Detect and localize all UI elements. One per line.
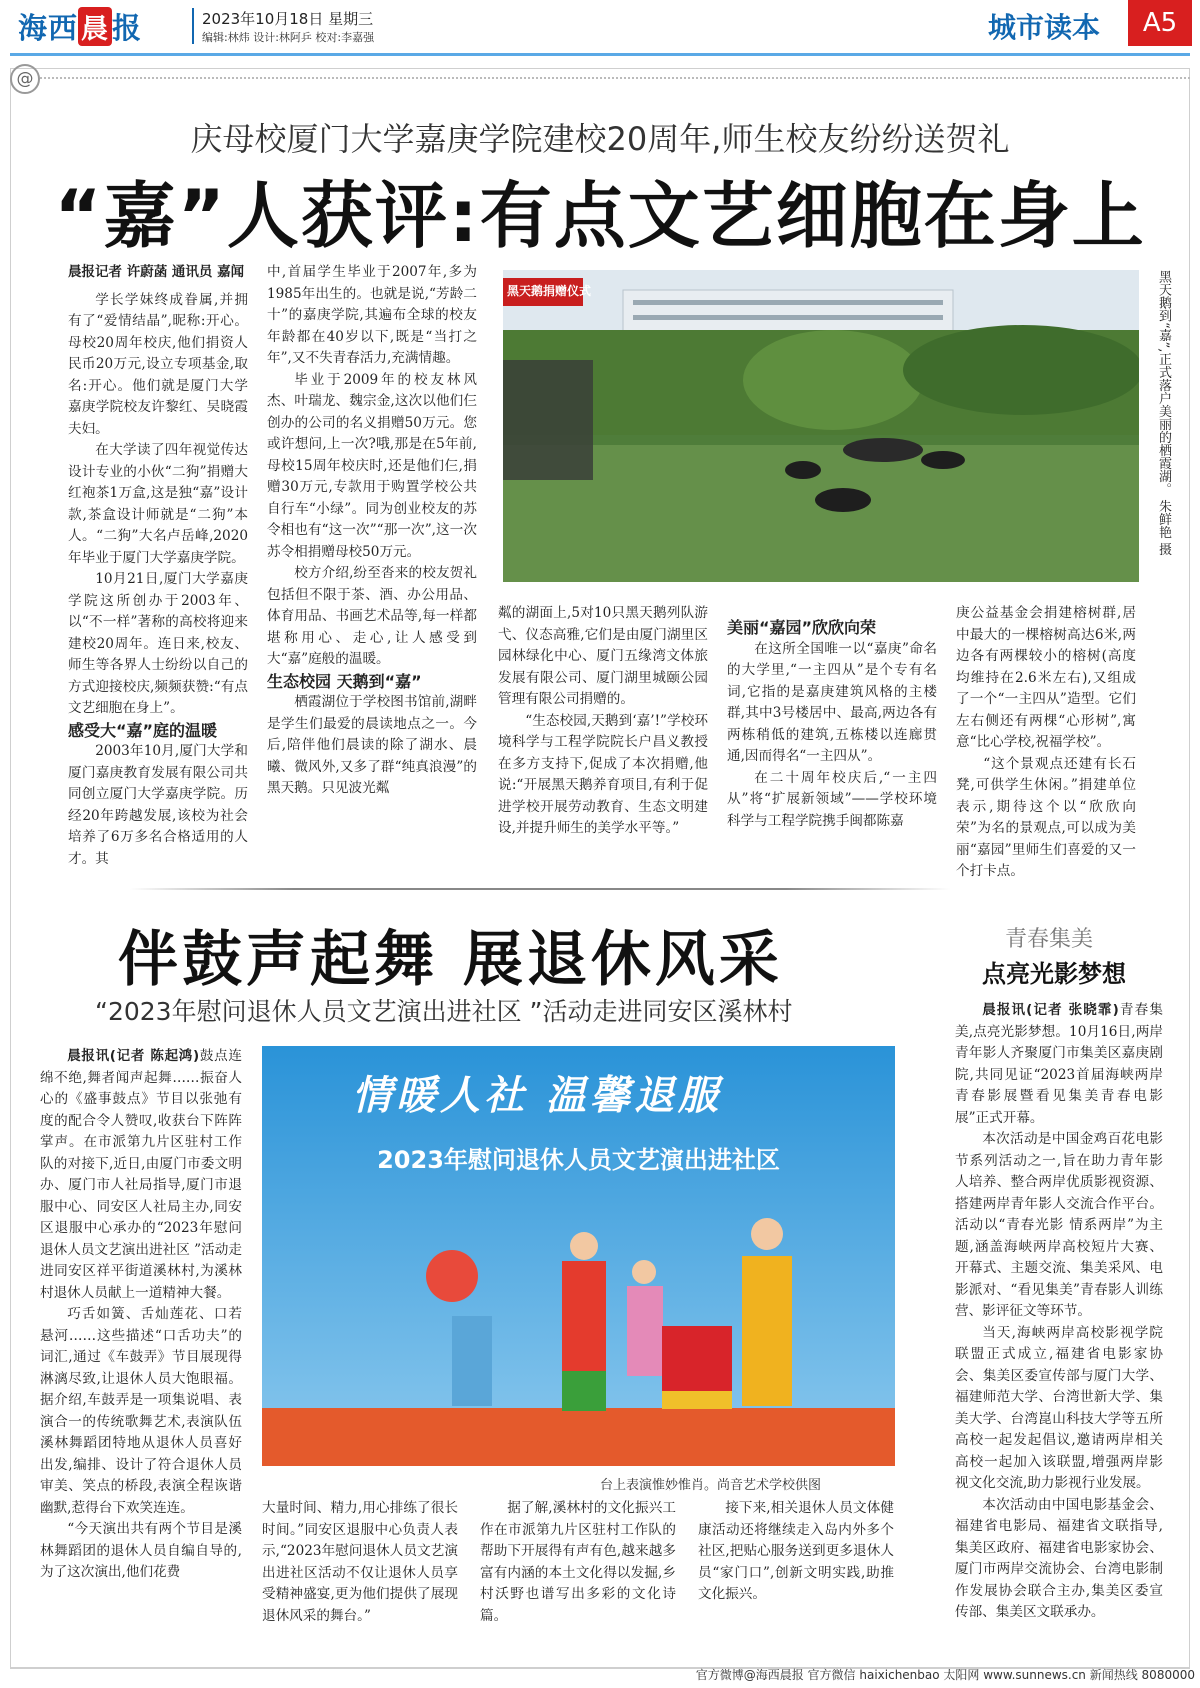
story1-section-heading: 生态校园 天鹅到“嘉” <box>267 671 422 691</box>
paragraph: 粼的湖面上,5对10只黑天鹅列队游弋、仪态高雅,它们是由厦门湖里区园林绿化中心、厦门五缘湾文体旅发展有限公司、厦门湖里城颐公园管理有限公司捐赠的。 <box>498 605 708 707</box>
logo-text-right: 报 <box>112 11 143 45</box>
paragraph: 据了解,溪林村的文化振兴工作在市派第九片区驻村工作队的帮助下开展得有声有色,越来越多富有内涵的本土文化得以发掘,乡村沃野也谱写出多彩的文化诗篇。 <box>480 1500 676 1624</box>
story2-column-1 <box>40 1046 242 1584</box>
paragraph: “这个景观点还建有长石凳,可供学生休闲。”捐建单位表示,期待这个以“欣欣向荣”为名的景观点,可以成为美丽“嘉园”里师生们喜爱的又一个打卡点。 <box>956 755 1136 879</box>
paragraph: “生态校园,天鹅到‘嘉’!”学校环境科学与工程学院院长户昌义教授在多方支持下,促成了本次捐赠,他说:“开展黑天鹅养育项目,有利于促进学校开展劳动教育、生态文明建设,并提升师生的美学水平等。” <box>498 712 708 836</box>
story1-column-1 <box>68 262 248 870</box>
newspaper-logo[interactable] <box>18 6 142 47</box>
story1-column-5 <box>956 603 1136 883</box>
story3-byline: 晨报讯(记者 张晓霏) <box>982 1002 1119 1018</box>
paragraph: 10月21日,厦门大学嘉庚学院这所创办于2003年、以“不一样”著称的高校将迎来建校20周年。连日来,校友、师生等各界人士纷纷以自己的方式迎接校庆,频频获赞:“有点文艺细胞在身上”。 <box>68 571 248 716</box>
paragraph: 本次活动是中国金鸡百花电影节系列活动之一,旨在助力青年影人培养、整合两岸优质影视资源、搭建两岸青年影人交流合作平台。活动以“青春光影 情系两岸”为主题,涵盖海峡两岸高校短片大赛、开幕式、主题交流、集美采风、电影派对、“看见集美”青春影人训练营、影评征文等环节。 <box>955 1131 1163 1319</box>
story1-column-3 <box>498 603 708 840</box>
story-divider <box>130 888 950 890</box>
story2-subhead: “2023年慰问退休人员文艺演出进社区 ”活动走进同安区溪林村 <box>95 997 793 1026</box>
paragraph: 2003年10月,厦门大学和厦门嘉庚教育发展有限公司共同创立厦门大学嘉庚学院。历经20年跨越发展,该校为社会培养了6万多名合格适用的人才。其 <box>68 743 248 867</box>
paragraph: 巧舌如簧、舌灿莲花、口若悬河……这些描述“口舌功夫”的词汇,通过《车鼓弄》节目展现得淋漓尽致,让退休人员大饱眼福。据介绍,车鼓弄是一项集说唱、表演合一的传统歌舞艺术,表演队伍溪林舞蹈团特地从退休人员喜好出发,编排、设计了符合退休人员审美、笑点的桥段,表演全程诙谐幽默,惹得台下欢笑连连。 <box>40 1306 242 1516</box>
black-swan-photo-illustration <box>503 270 1139 582</box>
paragraph: 校方介绍,纷至沓来的校友贺礼包括但不限于茶、酒、办公用品、体育用品、书画艺术品等,每一样都堪称用心、走心,让人感受到大“嘉”庭般的温暖。 <box>267 565 477 667</box>
paragraph: 接下来,相关退休人员文体健康活动还将继续走入岛内外多个社区,把贴心服务送到更多退休人员“家门口”,创新文明实践,助推文化振兴。 <box>698 1500 894 1602</box>
story2-column-2 <box>262 1498 458 1627</box>
stage-performance-photo[interactable] <box>262 1046 895 1466</box>
paragraph: “今天演出共有两个节目是溪林舞蹈团的退休人员自编自导的,为了这次演出,他们花费 <box>40 1521 242 1580</box>
photo-banner-text: 黑天鹅捐赠仪式 <box>507 284 592 298</box>
story2-column-3 <box>480 1498 676 1627</box>
paragraph: 在大学读了四年视觉传达设计专业的小伙“二狗”捐赠大红袍茶1万盒,这是独“嘉”设计款,茶盒设计师就是“二狗”本人。“二狗”大名卢岳峰,2020年毕业于厦门大学嘉庚学院。 <box>68 442 248 566</box>
photo-banner-title: 2023年慰问退休人员文艺演出进社区 <box>377 1146 780 1174</box>
photo-slogan: 情暖人社 温馨退服 <box>352 1072 722 1119</box>
story2-column-4 <box>698 1498 894 1606</box>
section-name: 城市读本 <box>988 11 1101 44</box>
black-swan-photo-caption: 黑天鹅到“嘉”,正式落户美丽的栖霞湖。 朱鲜艳 摄 <box>1156 270 1171 556</box>
logo-text-left: 海西 <box>18 11 79 45</box>
paragraph: 当天,海峡两岸高校影视学院联盟正式成立,福建省电影家协会、集美区委宣传部与厦门大学、福建师范大学、台湾世新大学、集美大学、台湾崑山科技大学等五所高校一起发起倡议,邀请两岸相关高校一起加入该联盟,增强两岸影视文化交流,助力影视行业发展。 <box>955 1324 1163 1491</box>
issue-date: 2023年10月18日 星期三 <box>202 10 374 28</box>
story1-headline[interactable]: “嘉”人获评:有点文艺细胞在身上 <box>54 174 1146 258</box>
story3-headline[interactable]: 点亮光影梦想 <box>982 960 1126 988</box>
story3-column <box>955 1000 1163 1624</box>
paragraph: 中,首届学生毕业于2007年,多为1985年出生的。也就是说,“芳龄二十”的嘉庚学院,其遍布全球的校友年龄都在40岁以下,既是“当打之年”,又不失青春活力,充满情趣。 <box>267 264 477 366</box>
story2-byline: 晨报讯(记者 陈起鸿) <box>67 1048 200 1064</box>
story1-column-4 <box>727 603 937 832</box>
story3-kicker: 青春集美 <box>1005 927 1094 952</box>
story1-section-heading: 美丽“嘉园”欣欣向荣 <box>727 618 877 637</box>
paragraph-text: 青春集美,点亮光影梦想。10月16日,两岸青年影人齐聚厦门市集美区嘉庚剧院,共同见证“2023首届海峡两岸青春影展暨看见集美青春电影展”正式开幕。 <box>955 1002 1164 1126</box>
masthead-rule <box>10 53 1190 56</box>
black-swan-photo[interactable] <box>503 270 1139 582</box>
page-number: A5 <box>1128 0 1192 46</box>
paragraph: 栖霞湖位于学校图书馆前,湖畔是学生们最爱的晨读地点之一。今后,陪伴他们晨读的除了湖水、晨曦、微风外,又多了群“纯真浪漫”的黑天鹅。只见波光粼 <box>267 694 477 796</box>
dotted-rule <box>40 77 1190 79</box>
paragraph: 本次活动由中国电影基金会、福建省电影局、福建省文联指导,集美区政府、福建省电影家协会、厦门市两岸交流协会、台湾电影制作发展协会联合主办,集美区委宣传部、集美区文联承办。 <box>955 1496 1163 1620</box>
paragraph <box>955 1000 1163 1129</box>
story2-headline[interactable]: 伴鼓声起舞 展退休风采 <box>118 925 783 995</box>
paragraph: 庚公益基金会捐建榕树群,居中最大的一棵榕树高达6米,两边各有两棵较小的榕树(高度均维持在2.6米左右),又组成了一个“一主四从”造型。它们左右侧还有两棵“心形树”,寓意“比心学校,祝福学校”。 <box>956 605 1136 750</box>
story1-byline: 晨报记者 许蔚菡 通讯员 嘉闻 <box>68 264 245 280</box>
logo-text-mid: 晨 <box>78 7 112 46</box>
story1-column-2 <box>267 262 477 800</box>
paragraph <box>40 1046 242 1304</box>
footer-contact: 官方微博@海西晨报 官方微信 haixichenbao 太阳网 www.sunnews.cn 新闻热线 8080000 <box>695 1668 1195 1682</box>
paragraph: 在这所全国唯一以“嘉庚”命名的大学里,“一主四从”是个专有名词,它指的是嘉庚建筑风格的主楼群,其中3号楼居中、最高,两边各有两栋稍低的建筑,五栋楼以连廊贯通,因而得名“一主四从”。 <box>727 640 937 764</box>
paragraph-text: 鼓点连绵不绝,舞者闻声起舞……振奋人心的《盛事鼓点》节目以张弛有度的配合令人赞叹,收获台下阵阵掌声。在市派第九片区驻村工作队的对接下,近日,由厦门市委文明办、厦门市人社局指导,厦门市退服中心、同安区人社局主办,同安区退服中心承办的“2023年慰问退休人员文艺演出进社区 ”活动走进同安区祥平街道溪林村,为溪林村退休人员献上一道精神大餐。 <box>40 1048 242 1301</box>
at-sign-icon: @ <box>10 64 40 94</box>
stage-photo-caption: 台上表演惟妙惟肖。尚音艺术学校供图 <box>600 1478 822 1493</box>
paragraph: 大量时间、精力,用心排练了很长时间。”同安区退服中心负责人表示,“2023年慰问退休人员文艺演出进社区活动不仅让退休人员享受精神盛宴,更为他们提供了展现退休风采的舞台。” <box>262 1500 458 1624</box>
editor-credits: 编辑:林炜 设计:林阿乒 校对:李嘉强 <box>202 31 375 44</box>
story1-section-heading: 感受大“嘉”庭的温暖 <box>68 720 218 740</box>
paragraph: 在二十周年校庆后,“一主四从”将“扩展新领域”——学校环境科学与工程学院携手闽都陈嘉 <box>727 769 937 829</box>
story1-subhead: 庆母校厦门大学嘉庚学院建校20周年,师生校友纷纷送贺礼 <box>190 120 1010 158</box>
masthead-divider <box>192 8 194 44</box>
paragraph: 毕业于2009年的校友林风杰、叶瑞龙、魏宗金,这次以他们仨创办的公司的名义捐赠50万元。您或许想问,上一次?哦,那是在5年前,母校15周年校庆时,还是他们仨,捐赠30万元,专款用于购置学校公共自行车“小绿”。同为创业校友的苏令相也有“这一次”“那一次”,这一次苏令相捐赠母校50万元。 <box>267 371 477 560</box>
paragraph: 学长学妹终成眷属,并拥有了“爱情结晶”,昵称:开心。母校20周年校庆,他们捐资人民币20万元,设立专项基金,取名:开心。他们就是厦门大学嘉庚学院校友许黎红、吴晓霞夫妇。 <box>68 291 248 437</box>
